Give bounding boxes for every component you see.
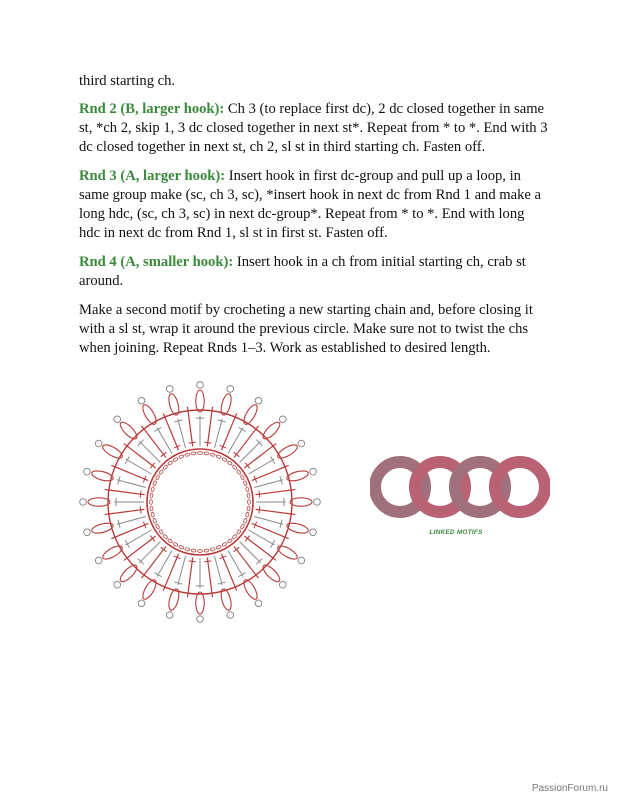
- dc-top-mark: [271, 456, 275, 463]
- picot-mark: [138, 600, 145, 607]
- chain-stitch-mark: [243, 518, 247, 524]
- chain-stitch-mark: [248, 500, 251, 505]
- long-hdc-mark: [244, 536, 276, 560]
- picot-mark: [166, 612, 173, 619]
- long-hdc-mark: [234, 426, 258, 458]
- dc-top-mark: [238, 427, 245, 431]
- chain-stitch-mark: [240, 475, 245, 481]
- hdc-cross-mark: [161, 547, 167, 551]
- long-hdc-mark: [142, 426, 166, 458]
- hdc-cross-mark: [204, 561, 211, 562]
- rnd4-body: Insert hook in a ch from initial starting ch, crab st around.: [79, 254, 526, 289]
- chain-base-ring: [147, 449, 253, 555]
- rnd4-paragraph: [79, 253, 549, 291]
- chain-stitch-mark: [185, 547, 190, 551]
- picot-mark: [95, 557, 102, 564]
- chain-stitch-mark: [185, 453, 190, 457]
- rnd2-label: Rnd 2 (B, larger hook):: [79, 101, 225, 117]
- cluster-petal-mark: [276, 543, 299, 561]
- chain-stitch-mark: [159, 529, 164, 535]
- chain-stitch-mark: [204, 452, 209, 455]
- hdc-cross-mark: [234, 452, 240, 456]
- long-hdc-mark: [163, 413, 178, 450]
- chain-stitch-mark: [163, 465, 168, 470]
- hdc-cross-mark: [245, 536, 249, 542]
- watermark: PassionForum.ru: [531, 783, 608, 794]
- rnd2-paragraph: [79, 100, 549, 157]
- chain-stitch-mark: [204, 549, 209, 552]
- dc-top-mark: [154, 427, 161, 431]
- long-hdc-mark: [142, 546, 166, 578]
- cluster-petal-mark: [290, 498, 312, 506]
- dc-top-mark: [125, 540, 129, 547]
- long-hdc-mark: [105, 489, 145, 494]
- dc-stitch-mark: [214, 556, 222, 585]
- cluster-petal-mark: [140, 403, 158, 426]
- chain-stitch-mark: [178, 455, 184, 459]
- long-hdc-mark: [221, 413, 236, 450]
- rnd3-body: Insert hook in first dc-group and pull up a loop, in same group make (sc, ch 3, sc), *insert hook in next dc from Rnd 1 and make a long hdc, (sc, ch 3, sc) in next dc-group*. Repeat from * to *. End with long hdc in next dc from Rnd 1, sl st in first st. Fasten off.: [79, 168, 542, 241]
- dc-stitch-mark: [117, 516, 146, 524]
- chain-stitch-mark: [151, 512, 155, 517]
- dc-stitch-mark: [117, 480, 146, 488]
- chain-stitch-mark: [150, 493, 153, 498]
- cluster-petal-mark: [276, 442, 299, 460]
- long-hdc-mark: [163, 554, 178, 591]
- dc-top-mark: [271, 540, 275, 547]
- dc-stitch-mark: [139, 542, 160, 563]
- picot-mark: [84, 529, 91, 536]
- picot-mark: [166, 386, 173, 393]
- cluster-petal-mark: [101, 442, 124, 460]
- chain-stitch-mark: [167, 538, 173, 543]
- dc-stitch-mark: [178, 556, 186, 585]
- cluster-petal-mark: [219, 393, 233, 416]
- chain-stitch-mark: [191, 549, 196, 552]
- chain-stitch-mark: [236, 529, 241, 535]
- hdc-cross-mark: [259, 506, 260, 513]
- picot-mark: [227, 612, 234, 619]
- rnd4-label: Rnd 4 (A, smaller hook):: [79, 254, 234, 270]
- rnd3-label: Rnd 3 (A, larger hook):: [79, 168, 226, 184]
- picot-mark: [255, 397, 262, 404]
- long-hdc-mark: [124, 536, 156, 560]
- hdc-cross-mark: [140, 506, 141, 513]
- chain-stitch-mark: [240, 524, 245, 530]
- dc-top-mark: [238, 573, 245, 577]
- hdc-cross-mark: [140, 491, 141, 498]
- long-hdc-mark: [111, 465, 148, 480]
- instructions-text: [79, 72, 549, 368]
- cluster-petal-mark: [261, 563, 282, 584]
- long-hdc-mark: [256, 489, 296, 494]
- hdc-cross-mark: [150, 463, 154, 469]
- cluster-petal-mark: [241, 403, 259, 426]
- continuation-paragraph: third starting ch.: [79, 73, 176, 89]
- chain-stitch-mark: [222, 542, 228, 547]
- chain-stitch-mark: [245, 487, 249, 492]
- chain-stitch-mark: [243, 480, 247, 486]
- picot-mark: [84, 468, 91, 475]
- chain-stitch-mark: [210, 547, 215, 551]
- cluster-petal-mark: [241, 578, 259, 601]
- chain-stitch-mark: [198, 550, 203, 553]
- chain-stitch-mark: [191, 452, 196, 455]
- hdc-cross-mark: [161, 452, 167, 456]
- long-hdc-mark: [221, 554, 236, 591]
- chain-stitch-mark: [227, 538, 233, 543]
- picot-mark: [197, 382, 204, 389]
- hdc-cross-mark: [245, 463, 249, 469]
- cluster-petal-mark: [261, 420, 282, 441]
- cluster-petal-mark: [88, 498, 110, 506]
- picot-mark: [227, 386, 234, 393]
- dc-stitch-mark: [139, 441, 160, 462]
- dc-stitch-mark: [240, 441, 261, 462]
- chain-stitch-mark: [227, 461, 233, 466]
- long-hdc-mark: [256, 509, 296, 514]
- chain-stitch-mark: [232, 465, 237, 470]
- hdc-cross-mark: [189, 442, 196, 443]
- chain-stitch-mark: [167, 461, 173, 466]
- cluster-petal-mark: [140, 578, 158, 601]
- picot-mark: [80, 499, 87, 506]
- long-hdc-mark: [207, 558, 212, 598]
- cluster-petal-mark: [167, 393, 181, 416]
- picot-mark: [114, 581, 121, 588]
- picot-mark: [138, 397, 145, 404]
- chain-stitch-mark: [247, 506, 250, 511]
- chain-stitch-mark: [245, 512, 249, 517]
- rnd3-paragraph: [79, 167, 549, 243]
- chain-stitch-mark: [222, 457, 228, 462]
- dc-stitch-mark: [254, 480, 283, 488]
- motifs-caption: LINKED MOTIFS: [429, 529, 483, 536]
- hdc-cross-mark: [150, 536, 154, 542]
- chain-stitch-mark: [153, 518, 157, 524]
- cluster-petal-mark: [91, 521, 114, 535]
- long-hdc-mark: [244, 444, 276, 468]
- cluster-petal-mark: [91, 469, 114, 483]
- picot-mark: [314, 499, 321, 506]
- hdc-cross-mark: [234, 547, 240, 551]
- dc-stitch-mark: [214, 419, 222, 448]
- dc-stitch-mark: [254, 516, 283, 524]
- chain-stitch-mark: [216, 455, 222, 459]
- long-hdc-mark: [105, 509, 145, 514]
- chain-stitch-mark: [163, 534, 168, 539]
- chain-stitch-mark: [155, 524, 160, 530]
- cluster-petal-mark: [118, 420, 139, 441]
- chain-stitch-mark: [232, 534, 237, 539]
- chain-stitch-mark: [173, 457, 179, 462]
- cluster-petal-mark: [167, 588, 181, 611]
- chain-stitch-mark: [150, 500, 153, 505]
- picot-mark: [298, 557, 305, 564]
- dc-stitch-mark: [178, 419, 186, 448]
- picot-mark: [95, 440, 102, 447]
- dc-top-mark: [125, 456, 129, 463]
- chain-stitch-mark: [236, 469, 241, 475]
- long-hdc-mark: [187, 558, 192, 598]
- picot-mark: [255, 600, 262, 607]
- picot-mark: [279, 416, 286, 423]
- chain-stitch-mark: [210, 453, 215, 457]
- cluster-petal-mark: [286, 469, 309, 483]
- chain-stitch-mark: [153, 480, 157, 486]
- long-hdc-mark: [111, 523, 148, 538]
- chain-stitch-mark: [173, 542, 179, 547]
- chain-stitch-mark: [150, 506, 153, 511]
- long-hdc-mark: [207, 407, 212, 447]
- cluster-petal-mark: [196, 390, 204, 412]
- cluster-petal-mark: [101, 543, 124, 561]
- picot-mark: [279, 581, 286, 588]
- hdc-cross-mark: [204, 442, 211, 443]
- dc-stitch-mark: [240, 542, 261, 563]
- chain-stitch-mark: [151, 487, 155, 492]
- picot-mark: [310, 468, 317, 475]
- chain-stitch-mark: [178, 545, 184, 549]
- cluster-petal-mark: [286, 521, 309, 535]
- dc-top-mark: [154, 573, 161, 577]
- second-motif-paragraph: Make a second motif by crocheting a new starting chain and, before closing it with a sl st, wrap it around the previous circle. Make sure not to twist the chs when joining. Repeat Rnds 1–3. Work as established to desired length.: [79, 302, 533, 356]
- picot-mark: [310, 529, 317, 536]
- crochet-stitch-chart: [70, 372, 330, 632]
- picot-mark: [114, 416, 121, 423]
- long-hdc-mark: [187, 407, 192, 447]
- long-hdc-mark: [252, 465, 289, 480]
- long-hdc-mark: [234, 546, 258, 578]
- cluster-petal-mark: [219, 588, 233, 611]
- chain-stitch-mark: [198, 452, 203, 455]
- chain-stitch-mark: [155, 475, 160, 481]
- chain-stitch-mark: [216, 545, 222, 549]
- long-hdc-mark: [124, 444, 156, 468]
- rnd2-body: Ch 3 (to replace first dc), 2 dc closed together in same st, *ch 2, skip 1, 3 dc closed together in next st*. Repeat from * to *. End with 3 dc closed together in next st, ch 2, sl st in third starting ch. Fasten off.: [79, 101, 548, 155]
- long-hdc-mark: [252, 523, 289, 538]
- linked-motifs-illustration: [370, 447, 550, 527]
- picot-mark: [298, 440, 305, 447]
- cluster-petal-mark: [118, 563, 139, 584]
- cluster-petal-mark: [196, 592, 204, 614]
- picot-mark: [197, 616, 204, 623]
- chain-stitch-mark: [159, 469, 164, 475]
- chain-stitch-mark: [247, 493, 250, 498]
- hdc-cross-mark: [189, 561, 196, 562]
- hdc-cross-mark: [259, 491, 260, 498]
